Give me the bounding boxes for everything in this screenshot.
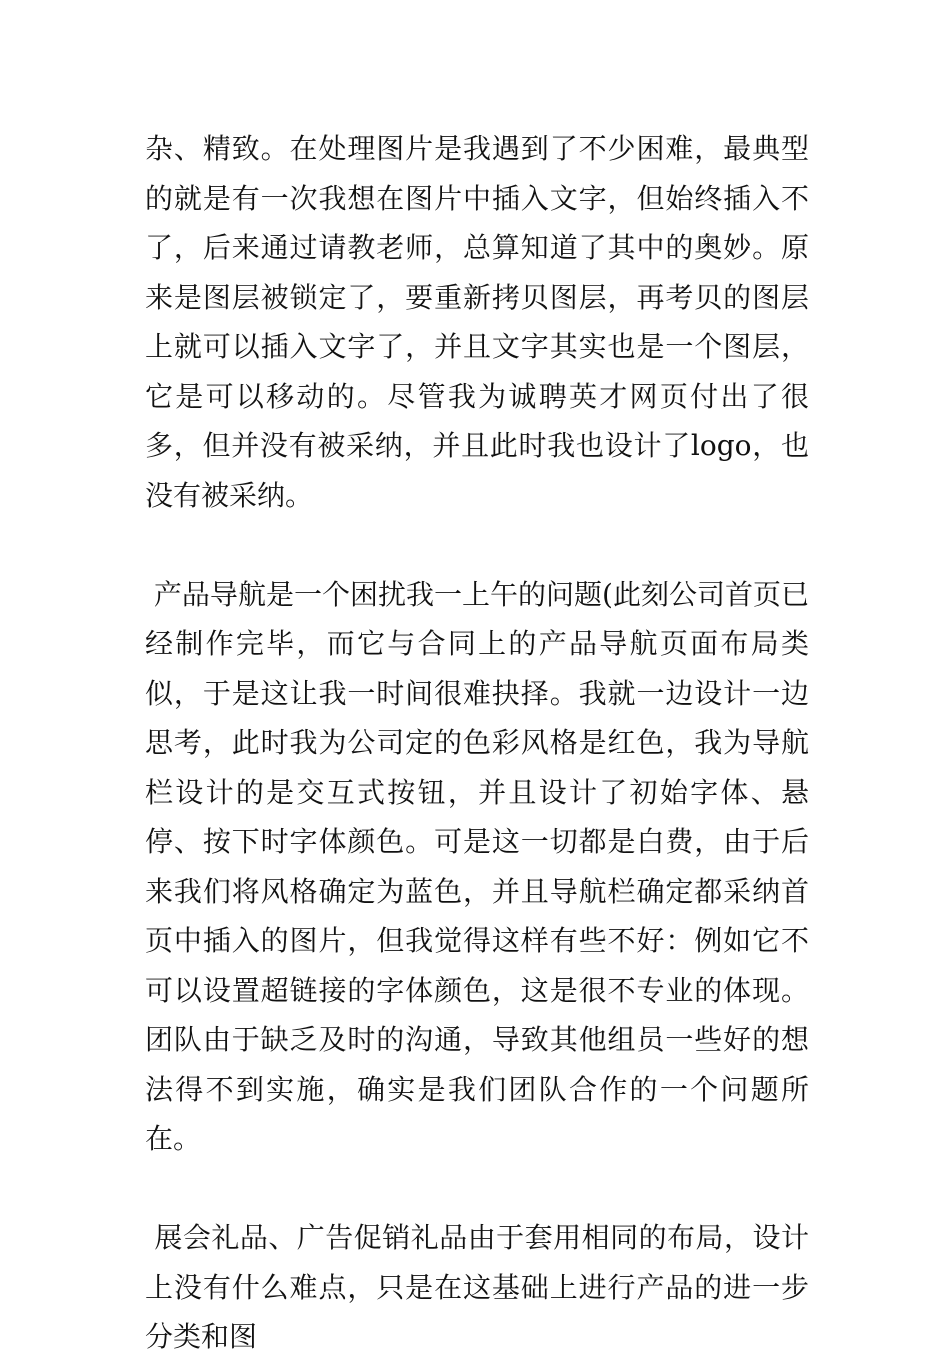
- paragraph-2: 产品导航是一个困扰我一上午的问题(此刻公司首页已经制作完毕，而它与合同上的产品导航页面布局类似，于是这让我一时间很难抉择。我就一边设计一边思考，此时我为公司定的色彩风格是红色，我为导航栏设计的是交互式按钮，并且设计了初始字体、悬停、按下时字体颜色。可是这一切都是白费，由于后来我们将风格确定为蓝色，并且导航栏确定都采纳首页中插入的图片，但我觉得这样有些不好：例如它不可以设置超链接的字体颜色，这是很不专业的体现。团队由于缺乏及时的沟通，导致其他组员一些好的想法得不到实施，确实是我们团队合作的一个问题所在。: [145, 577, 809, 1155]
- paragraph-spacer: [145, 1164, 809, 1214]
- paragraph-spacer: [145, 520, 809, 570]
- paragraph-1: 杂、精致。在处理图片是我遇到了不少困难，最典型的就是有一次我想在图片中插入文字，但始终插入不了，后来通过请教老师，总算知道了其中的奥妙。原来是图层被锁定了，要重新拷贝图层，再考贝的图层上就可以插入文字了，并且文字其实也是一个图层，它是可以移动的。尽管我为诚聘英才网页付出了很多，但并没有被采纳，并且此时我也设计了logo，也没有被采纳。: [145, 132, 809, 512]
- document-body: [145, 124, 809, 1362]
- paragraph-3: 展会礼品、广告促销礼品由于套用相同的布局，设计上没有什么难点，只是在这基础上进行产品的进一步分类和图: [145, 1221, 809, 1353]
